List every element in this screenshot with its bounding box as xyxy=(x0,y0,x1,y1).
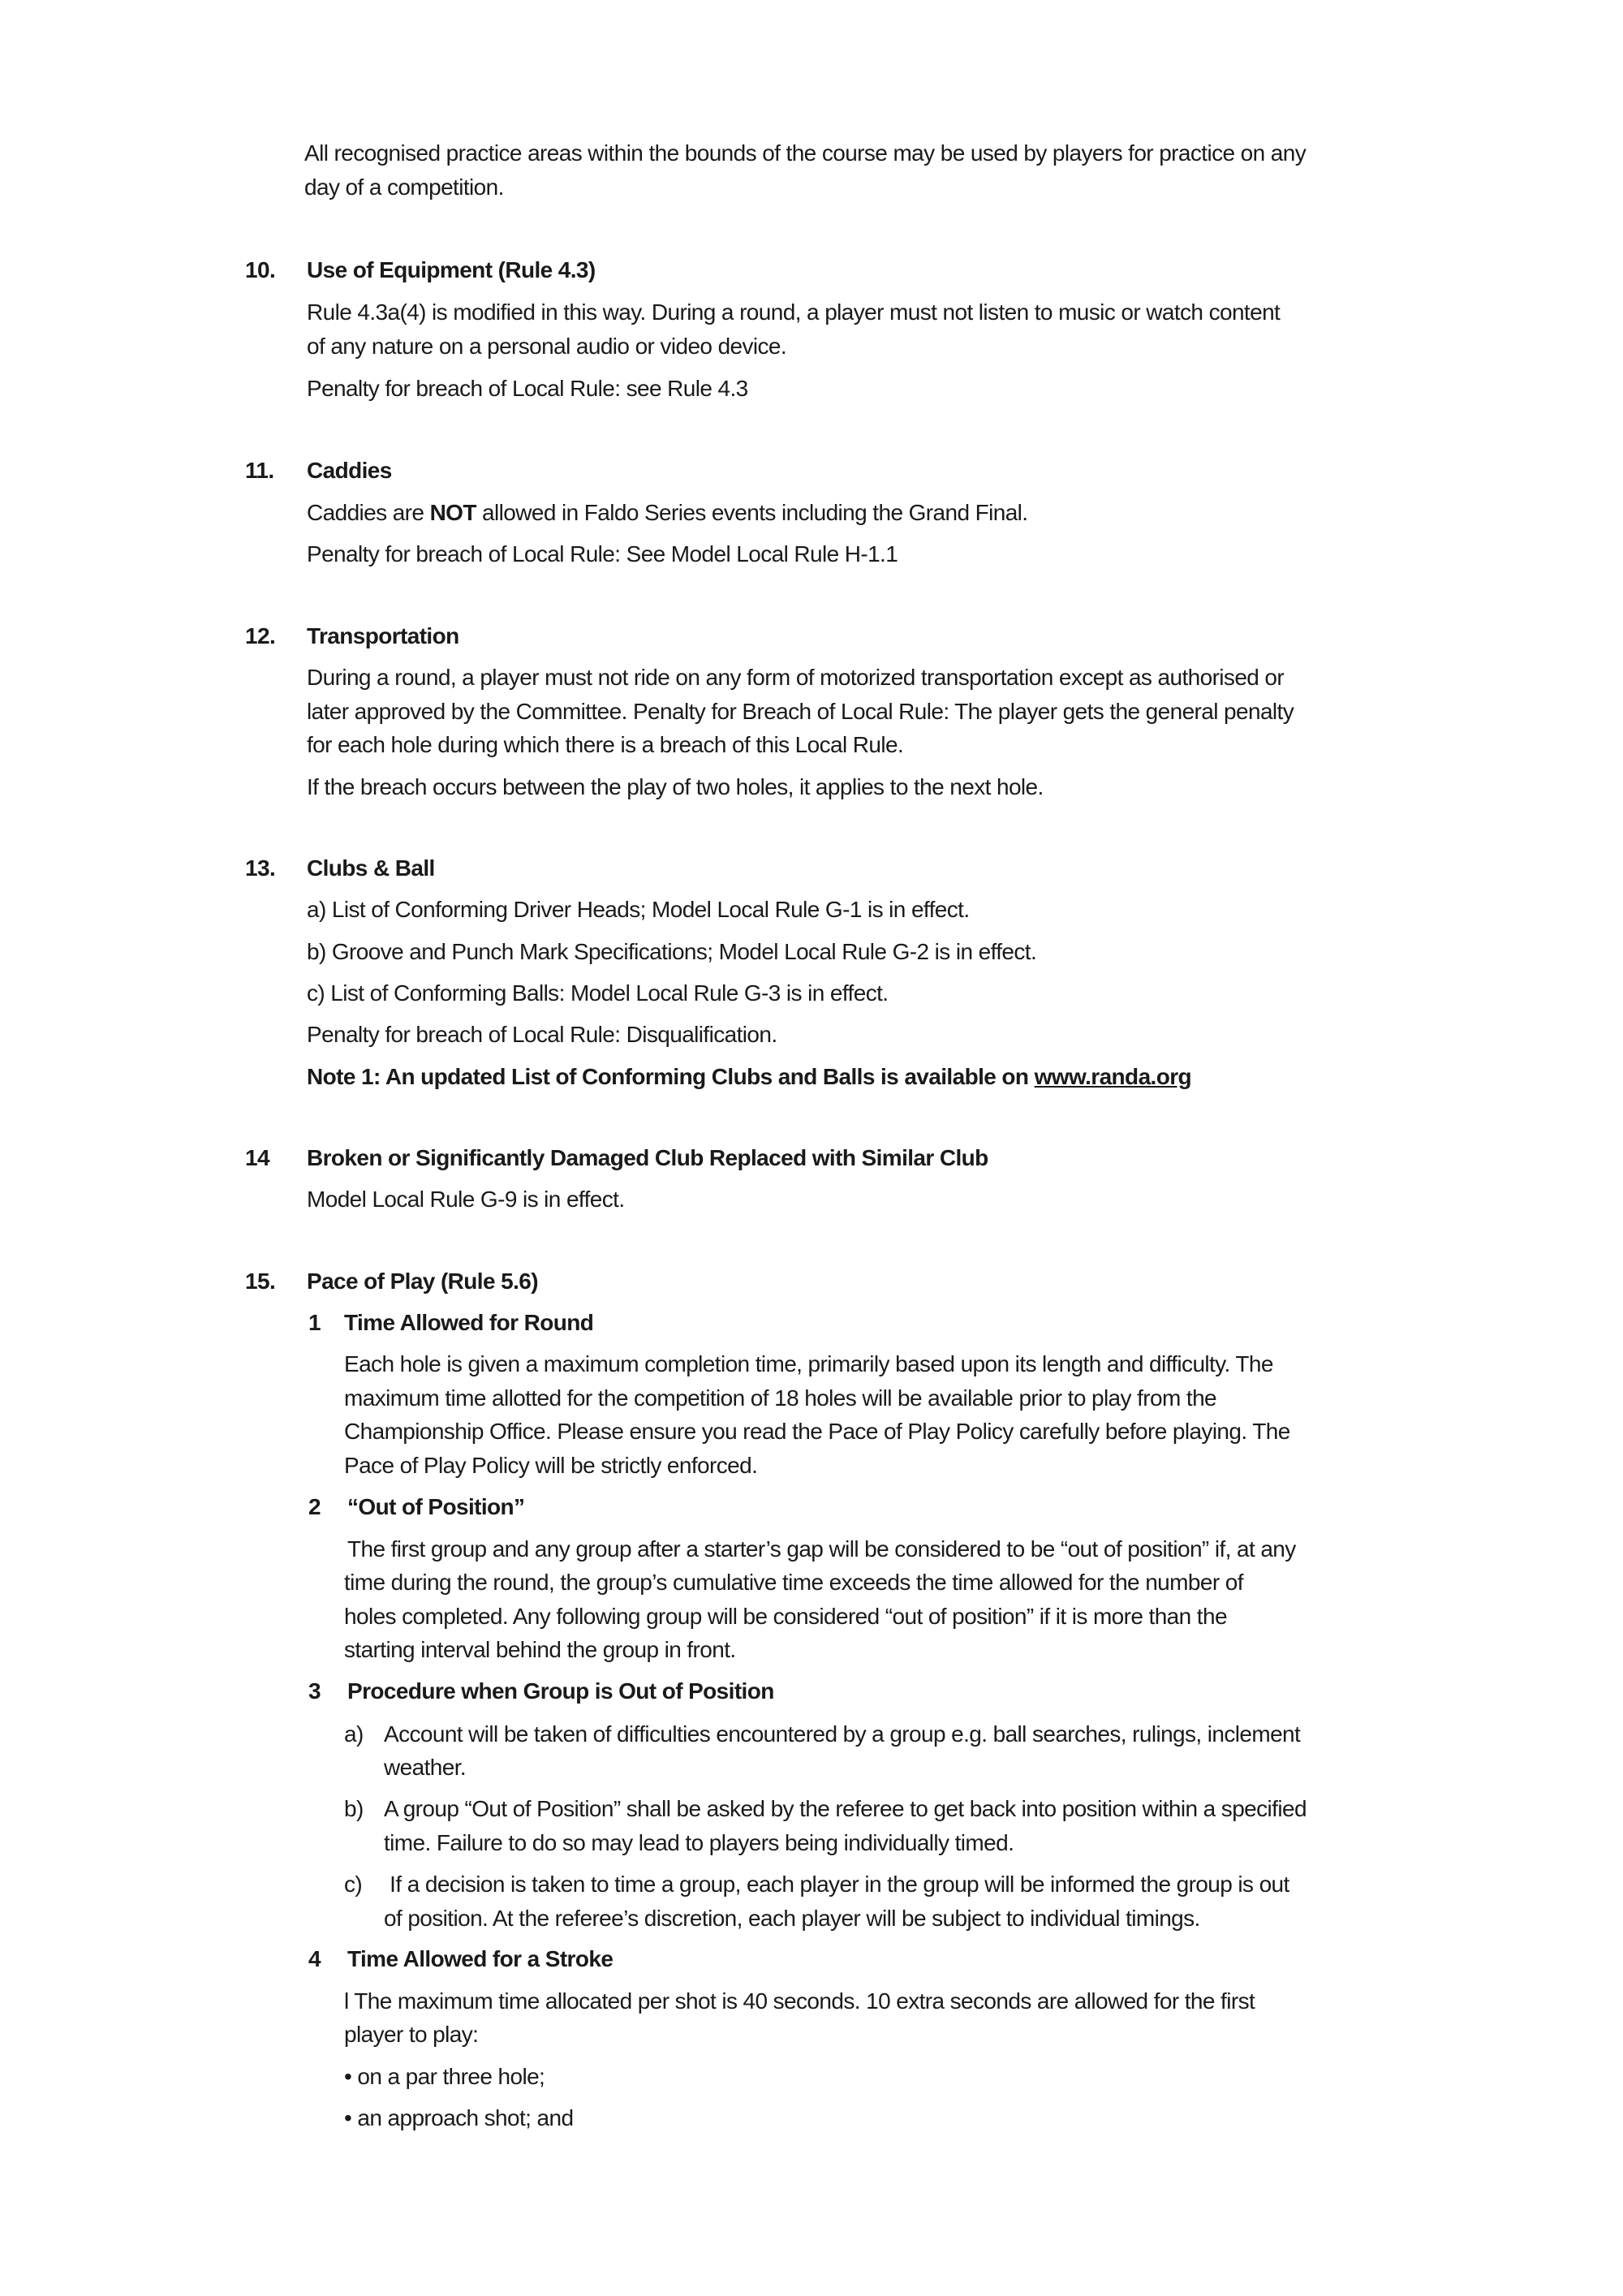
section-15-3-a-label: a) xyxy=(344,1721,364,1747)
section-13-title: Clubs & Ball xyxy=(307,855,435,881)
section-15-3-title: Procedure when Group is Out of Position xyxy=(347,1678,774,1704)
section-13-penalty: Penalty for breach of Local Rule: Disqualification. xyxy=(307,1022,777,1047)
section-15-3-number: 3 xyxy=(308,1678,321,1704)
section-10-penalty: Penalty for breach of Local Rule: see Rule 4.3 xyxy=(307,376,748,401)
section-15-2-number: 2 xyxy=(308,1494,321,1519)
section-13-note-text: Note 1: An updated List of Conforming Clubs and Balls is available on xyxy=(307,1064,1035,1089)
section-11-body-post: allowed in Faldo Series events including the Grand Final. xyxy=(476,500,1028,525)
section-15-3-a-line-2: weather. xyxy=(384,1755,467,1780)
section-15-3-b-line-1: A group “Out of Position” shall be asked by the referee to get back into position within a specified xyxy=(384,1796,1307,1821)
section-10-title: Use of Equipment (Rule 4.3) xyxy=(307,257,596,282)
section-12-title: Transportation xyxy=(307,623,459,648)
section-15-4-line-1: l The maximum time allocated per shot is 40 seconds. 10 extra seconds are allowed for the first xyxy=(344,1988,1255,2014)
randa-link[interactable]: www.randa.org xyxy=(1034,1064,1192,1089)
section-15-1-number: 1 xyxy=(308,1310,321,1335)
section-10-body-line-2: of any nature on a personal audio or video device. xyxy=(307,334,787,359)
section-15-3-c-line-1: If a decision is taken to time a group, each player in the group will be informed the group is out xyxy=(384,1872,1289,1897)
section-13-note xyxy=(307,1063,1191,1091)
section-15-1-line-4: Pace of Play Policy will be strictly enforced. xyxy=(344,1453,758,1478)
section-15-4-bullet-1: • on a par three hole; xyxy=(344,2064,545,2089)
section-13-item-c: c) List of Conforming Balls: Model Local Rule G-3 is in effect. xyxy=(307,980,889,1006)
section-15-4-line-2: player to play: xyxy=(344,2022,479,2047)
section-15-4-title: Time Allowed for a Stroke xyxy=(347,1946,613,1971)
section-15-2-line-2: time during the round, the group’s cumulative time exceeds the time allowed for the number of xyxy=(344,1570,1243,1595)
section-11-body-not: NOT xyxy=(429,500,476,525)
section-11-body-pre: Caddies are xyxy=(307,500,430,525)
section-14-number: 14 xyxy=(245,1145,269,1170)
section-12-body-line-2: later approved by the Committee. Penalty for Breach of Local Rule: The player gets the general penalty xyxy=(307,699,1294,724)
section-15-4-bullet-2: • an approach shot; and xyxy=(344,2105,574,2130)
section-13-item-b: b) Groove and Punch Mark Specifications; Model Local Rule G-2 is in effect. xyxy=(307,939,1037,964)
section-14-body: Model Local Rule G-9 is in effect. xyxy=(307,1187,625,1212)
section-10-number: 10. xyxy=(245,257,276,282)
section-15-number: 15. xyxy=(245,1269,276,1294)
section-15-1-line-1: Each hole is given a maximum completion time, primarily based upon its length and difficulty. The xyxy=(344,1351,1273,1376)
section-11-number: 11. xyxy=(245,458,274,483)
section-12-number: 12. xyxy=(245,623,276,648)
section-15-title: Pace of Play (Rule 5.6) xyxy=(307,1269,538,1294)
section-15-3-b-line-2: time. Failure to do so may lead to players being individually timed. xyxy=(384,1830,1014,1855)
section-15-1-line-3: Championship Office. Please ensure you read the Pace of Play Policy carefully before playing. The xyxy=(344,1419,1290,1444)
section-15-3-a-line-1: Account will be taken of difficulties encountered by a group e.g. ball searches, rulings, inclement xyxy=(384,1721,1301,1747)
section-11-body xyxy=(307,499,1027,527)
section-15-1-title: Time Allowed for Round xyxy=(344,1310,594,1335)
section-15-2-title: “Out of Position” xyxy=(347,1494,525,1519)
section-12-body-line-1: During a round, a player must not ride on any form of motorized transportation except as authorised or xyxy=(307,665,1285,690)
section-13-number: 13. xyxy=(245,855,276,881)
section-15-3-c-label: c) xyxy=(344,1872,363,1897)
section-11-title: Caddies xyxy=(307,458,392,483)
section-15-2-line-1: The first group and any group after a starter’s gap will be considered to be “out of position” if, at any xyxy=(347,1536,1296,1562)
section-15-1-line-2: maximum time allotted for the competition of 18 holes will be available prior to play from the xyxy=(344,1385,1217,1411)
section-15-3-b-label: b) xyxy=(344,1796,364,1821)
section-14-title: Broken or Significantly Damaged Club Replaced with Similar Club xyxy=(307,1145,988,1170)
section-12-body-line-4: If the breach occurs between the play of two holes, it applies to the next hole. xyxy=(307,774,1044,799)
section-15-4-number: 4 xyxy=(308,1946,321,1971)
intro-line-2: day of a competition. xyxy=(304,174,504,200)
section-10-body-line-1: Rule 4.3a(4) is modified in this way. During a round, a player must not listen to music or watch content xyxy=(307,299,1281,325)
intro-line-1: All recognised practice areas within the bounds of the course may be used by players for practice on any xyxy=(304,140,1307,166)
section-15-3-c-line-2: of position. At the referee’s discretion, each player will be subject to individual timings. xyxy=(384,1906,1200,1931)
section-12-body-line-3: for each hole during which there is a breach of this Local Rule. xyxy=(307,732,904,757)
section-15-2-line-3: holes completed. Any following group will be considered “out of position” if it is more than the xyxy=(344,1604,1227,1629)
section-13-item-a: a) List of Conforming Driver Heads; Model Local Rule G-1 is in effect. xyxy=(307,897,970,922)
section-11-penalty: Penalty for breach of Local Rule: See Model Local Rule H-1.1 xyxy=(307,541,898,566)
section-15-2-line-4: starting interval behind the group in front. xyxy=(344,1637,736,1662)
